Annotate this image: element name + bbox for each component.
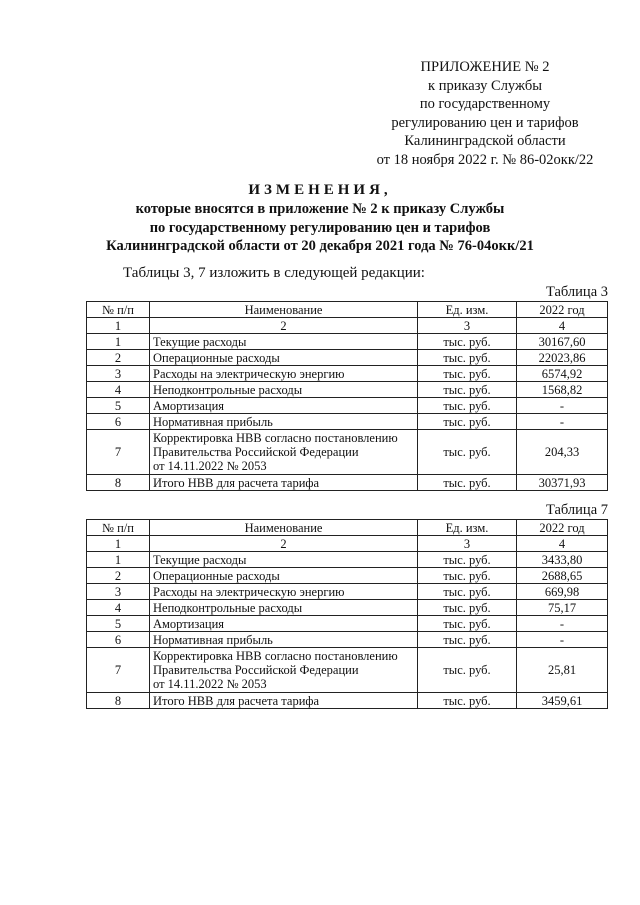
row-name-line: от 14.11.2022 № 2053 [153, 677, 267, 691]
appendix-line: Калининградской области [404, 133, 566, 149]
heading-line: Калининградской области от 20 декабря 2021 года № 76-04окк/21 [106, 238, 534, 254]
row-unit: тыс. руб. [418, 552, 517, 568]
row-unit: тыс. руб. [418, 616, 517, 632]
row-name-line: от 14.11.2022 № 2053 [153, 459, 267, 473]
row-number: 8 [87, 693, 150, 709]
document-heading [0, 181, 640, 256]
row-value: 2688,65 [517, 568, 608, 584]
column-header: № п/п [87, 302, 150, 318]
column-number: 4 [517, 536, 608, 552]
row-unit: тыс. руб. [418, 600, 517, 616]
row-number: 6 [87, 414, 150, 430]
table-3-caption: Таблица 3 [545, 284, 608, 300]
row-name-line: Правительства Российской Федерации [153, 663, 359, 677]
row-value: 3433,80 [517, 552, 608, 568]
row-name: Неподконтрольные расходы [150, 382, 418, 398]
row-unit: тыс. руб. [418, 366, 517, 382]
appendix-line: к приказу Службы [428, 77, 542, 94]
row-unit: тыс. руб. [418, 430, 517, 475]
row-unit: тыс. руб. [418, 398, 517, 414]
row-number: 6 [87, 632, 150, 648]
table-row [87, 350, 608, 366]
column-header: Наименование [150, 520, 418, 536]
row-name: Амортизация [150, 616, 418, 632]
row-name-line: Правительства Российской Федерации [153, 445, 359, 459]
row-number: 3 [87, 584, 150, 600]
row-name: Операционные расходы [150, 568, 418, 584]
column-header: Ед. изм. [418, 520, 517, 536]
table-row [87, 568, 608, 584]
row-value: 30167,60 [517, 334, 608, 350]
row-number: 1 [87, 334, 150, 350]
appendix-line: регулированию цен и тарифов [391, 114, 579, 131]
row-value: - [517, 616, 608, 632]
column-number: 1 [87, 318, 150, 334]
table-row [87, 632, 608, 648]
column-number: 2 [150, 536, 418, 552]
column-number-row [87, 318, 608, 334]
row-name: Неподконтрольные расходы [150, 600, 418, 616]
row-name: Расходы на электрическую энергию [150, 366, 418, 382]
row-unit: тыс. руб. [418, 475, 517, 491]
row-unit: тыс. руб. [418, 414, 517, 430]
row-value: 25,81 [517, 648, 608, 693]
row-name: Амортизация [150, 398, 418, 414]
row-value: 669,98 [517, 584, 608, 600]
column-number: 2 [150, 318, 418, 334]
table-row [87, 693, 608, 709]
row-number: 8 [87, 475, 150, 491]
column-number-row [87, 536, 608, 552]
row-number: 7 [87, 430, 150, 475]
table-3 [86, 301, 608, 491]
column-number: 3 [418, 536, 517, 552]
row-name [150, 648, 418, 693]
row-unit: тыс. руб. [418, 693, 517, 709]
table-row [87, 398, 608, 414]
table-header-row [87, 520, 608, 536]
appendix-line: от 18 ноября 2022 г. № 86-02окк/22 [376, 151, 594, 168]
row-unit: тыс. руб. [418, 334, 517, 350]
row-value: 30371,93 [517, 475, 608, 491]
row-name-line: Корректировка НВВ согласно постановлению [153, 649, 398, 663]
heading-line: которые вносятся в приложение № 2 к приказу Службы [135, 201, 505, 217]
column-header: № п/п [87, 520, 150, 536]
table-row [87, 475, 608, 491]
table-row [87, 616, 608, 632]
row-value: 1568,82 [517, 382, 608, 398]
row-name-line: Корректировка НВВ согласно постановлению [153, 431, 398, 445]
table-row [87, 382, 608, 398]
column-number: 4 [517, 318, 608, 334]
row-name: Расходы на электрическую энергию [150, 584, 418, 600]
table-row [87, 648, 608, 693]
row-value: - [517, 632, 608, 648]
table-row [87, 552, 608, 568]
row-number: 7 [87, 648, 150, 693]
document-title: ИЗМЕНЕНИЯ, [248, 182, 392, 198]
row-number: 2 [87, 350, 150, 366]
row-number: 3 [87, 366, 150, 382]
column-number: 1 [87, 536, 150, 552]
row-name: Итого НВВ для расчета тарифа [150, 693, 418, 709]
table-7-caption: Таблица 7 [545, 502, 608, 518]
row-number: 4 [87, 382, 150, 398]
row-name: Нормативная прибыль [150, 632, 418, 648]
row-name: Нормативная прибыль [150, 414, 418, 430]
row-number: 4 [87, 600, 150, 616]
heading-line: по государственному регулированию цен и тарифов [149, 219, 491, 236]
column-header: Ед. изм. [418, 302, 517, 318]
row-name: Операционные расходы [150, 350, 418, 366]
row-number: 5 [87, 616, 150, 632]
row-unit: тыс. руб. [418, 350, 517, 366]
row-unit: тыс. руб. [418, 568, 517, 584]
row-name: Текущие расходы [150, 334, 418, 350]
appendix-header [365, 58, 605, 169]
row-value: - [517, 414, 608, 430]
table-row [87, 366, 608, 382]
row-number: 2 [87, 568, 150, 584]
row-value: 22023,86 [517, 350, 608, 366]
row-value: - [517, 398, 608, 414]
row-name [150, 430, 418, 475]
intro-text: Таблицы 3, 7 изложить в следующей редакции: [123, 265, 425, 281]
table-row [87, 584, 608, 600]
appendix-line: по государственному [419, 96, 551, 112]
table-header-row [87, 302, 608, 318]
row-name: Итого НВВ для расчета тарифа [150, 475, 418, 491]
column-header: 2022 год [517, 520, 608, 536]
table-row [87, 600, 608, 616]
row-value: 6574,92 [517, 366, 608, 382]
column-number: 3 [418, 318, 517, 334]
row-number: 1 [87, 552, 150, 568]
row-value: 75,17 [517, 600, 608, 616]
appendix-line: ПРИЛОЖЕНИЕ № 2 [420, 59, 550, 75]
row-name: Текущие расходы [150, 552, 418, 568]
table-row [87, 430, 608, 475]
row-unit: тыс. руб. [418, 382, 517, 398]
table-row [87, 334, 608, 350]
row-value: 204,33 [517, 430, 608, 475]
column-header: 2022 год [517, 302, 608, 318]
table-row [87, 414, 608, 430]
column-header: Наименование [150, 302, 418, 318]
row-unit: тыс. руб. [418, 648, 517, 693]
row-unit: тыс. руб. [418, 584, 517, 600]
row-value: 3459,61 [517, 693, 608, 709]
row-number: 5 [87, 398, 150, 414]
row-unit: тыс. руб. [418, 632, 517, 648]
table-7 [86, 519, 608, 709]
